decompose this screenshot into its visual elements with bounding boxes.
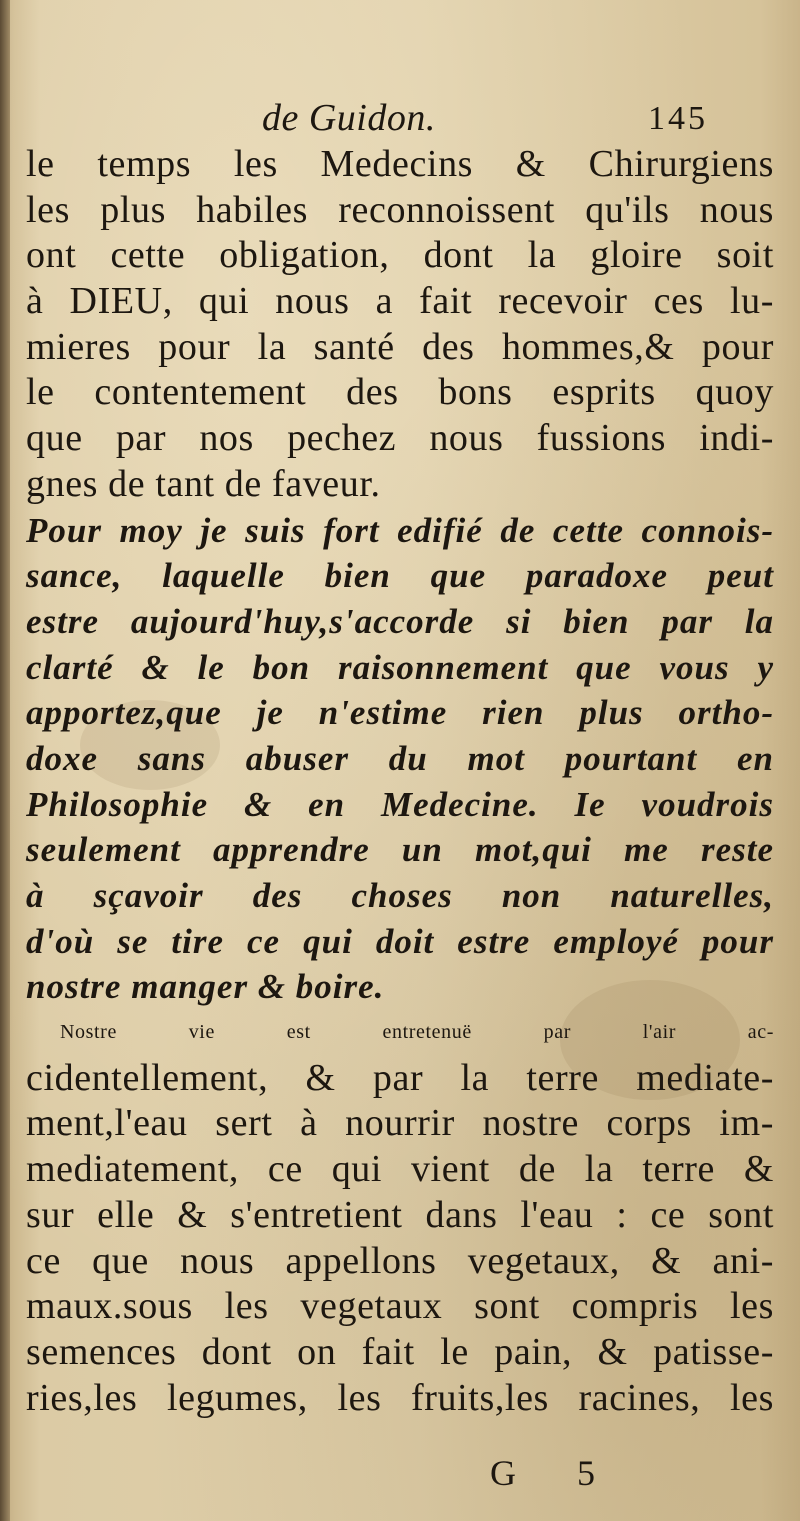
paragraph-3 <box>26 1010 774 1421</box>
page-gutter-edge <box>0 0 10 1521</box>
text-line: Philosophie & en Medecine. Ie voudrois <box>26 784 774 824</box>
text-line: estre aujourd'huy,s'accorde si bien par la <box>26 601 774 641</box>
text-line: gnes de tant de faveur. <box>26 462 381 505</box>
paragraph-2-italic <box>26 508 774 1011</box>
text-line: à DIEU, qui nous a fait recevoir ces lu- <box>26 280 774 323</box>
page-number: 145 <box>648 100 708 137</box>
text-line: cidentellement, & par la terre mediate- <box>26 1056 774 1099</box>
text-line: ce que nous appellons vegetaux, & ani- <box>26 1239 774 1282</box>
text-line: Nostre vie est entretenuë par l'air ac- <box>60 1021 774 1044</box>
page-body <box>26 142 774 1421</box>
text-line: clarté & le bon raisonnement que vous y <box>26 647 774 687</box>
text-line: mediatement, ce qui vient de la terre & <box>26 1148 774 1191</box>
signature-mark: G 5 <box>490 1453 621 1493</box>
text-line: que par nos pechez nous fussions indi- <box>26 417 774 460</box>
running-title: de Guidon. <box>262 97 436 139</box>
page-footer <box>0 1452 800 1502</box>
page-header <box>0 96 800 144</box>
text-line: les plus habiles reconnoissent qu'ils nous <box>26 188 774 231</box>
text-line: ont cette obligation, dont la gloire soit <box>26 234 774 277</box>
text-line: semences dont on fait le pain, & patisse- <box>26 1330 774 1373</box>
text-line: le temps les Medecins & Chirurgiens <box>26 143 774 185</box>
text-line: d'où se tire ce qui doit estre employé pour <box>26 921 774 961</box>
text-line: seulement apprendre un mot,qui me reste <box>26 830 774 870</box>
paragraph-1 <box>26 142 774 508</box>
text-line: nostre manger & boire. <box>26 967 385 1007</box>
text-line: doxe sans abuser du mot pourtant en <box>26 738 774 778</box>
text-line: ries,les legumes, les fruits,les racines, les <box>26 1376 774 1419</box>
text-line: le contentement des bons esprits quoy <box>26 371 774 414</box>
text-line: Pour moy je suis fort edifié de cette connois- <box>26 510 774 550</box>
text-line: sur elle & s'entretient dans l'eau : ce sont <box>26 1193 774 1236</box>
text-line: maux.sous les vegetaux sont compris les <box>26 1285 774 1328</box>
text-line: ment,l'eau sert à nourrir nostre corps im- <box>26 1102 774 1145</box>
text-line: sance, laquelle bien que paradoxe peut <box>26 556 774 596</box>
text-line: mieres pour la santé des hommes,& pour <box>26 325 774 368</box>
text-line: à sçavoir des choses non naturelles, <box>26 876 774 915</box>
text-line: apportez,que je n'estime rien plus ortho- <box>26 693 774 733</box>
